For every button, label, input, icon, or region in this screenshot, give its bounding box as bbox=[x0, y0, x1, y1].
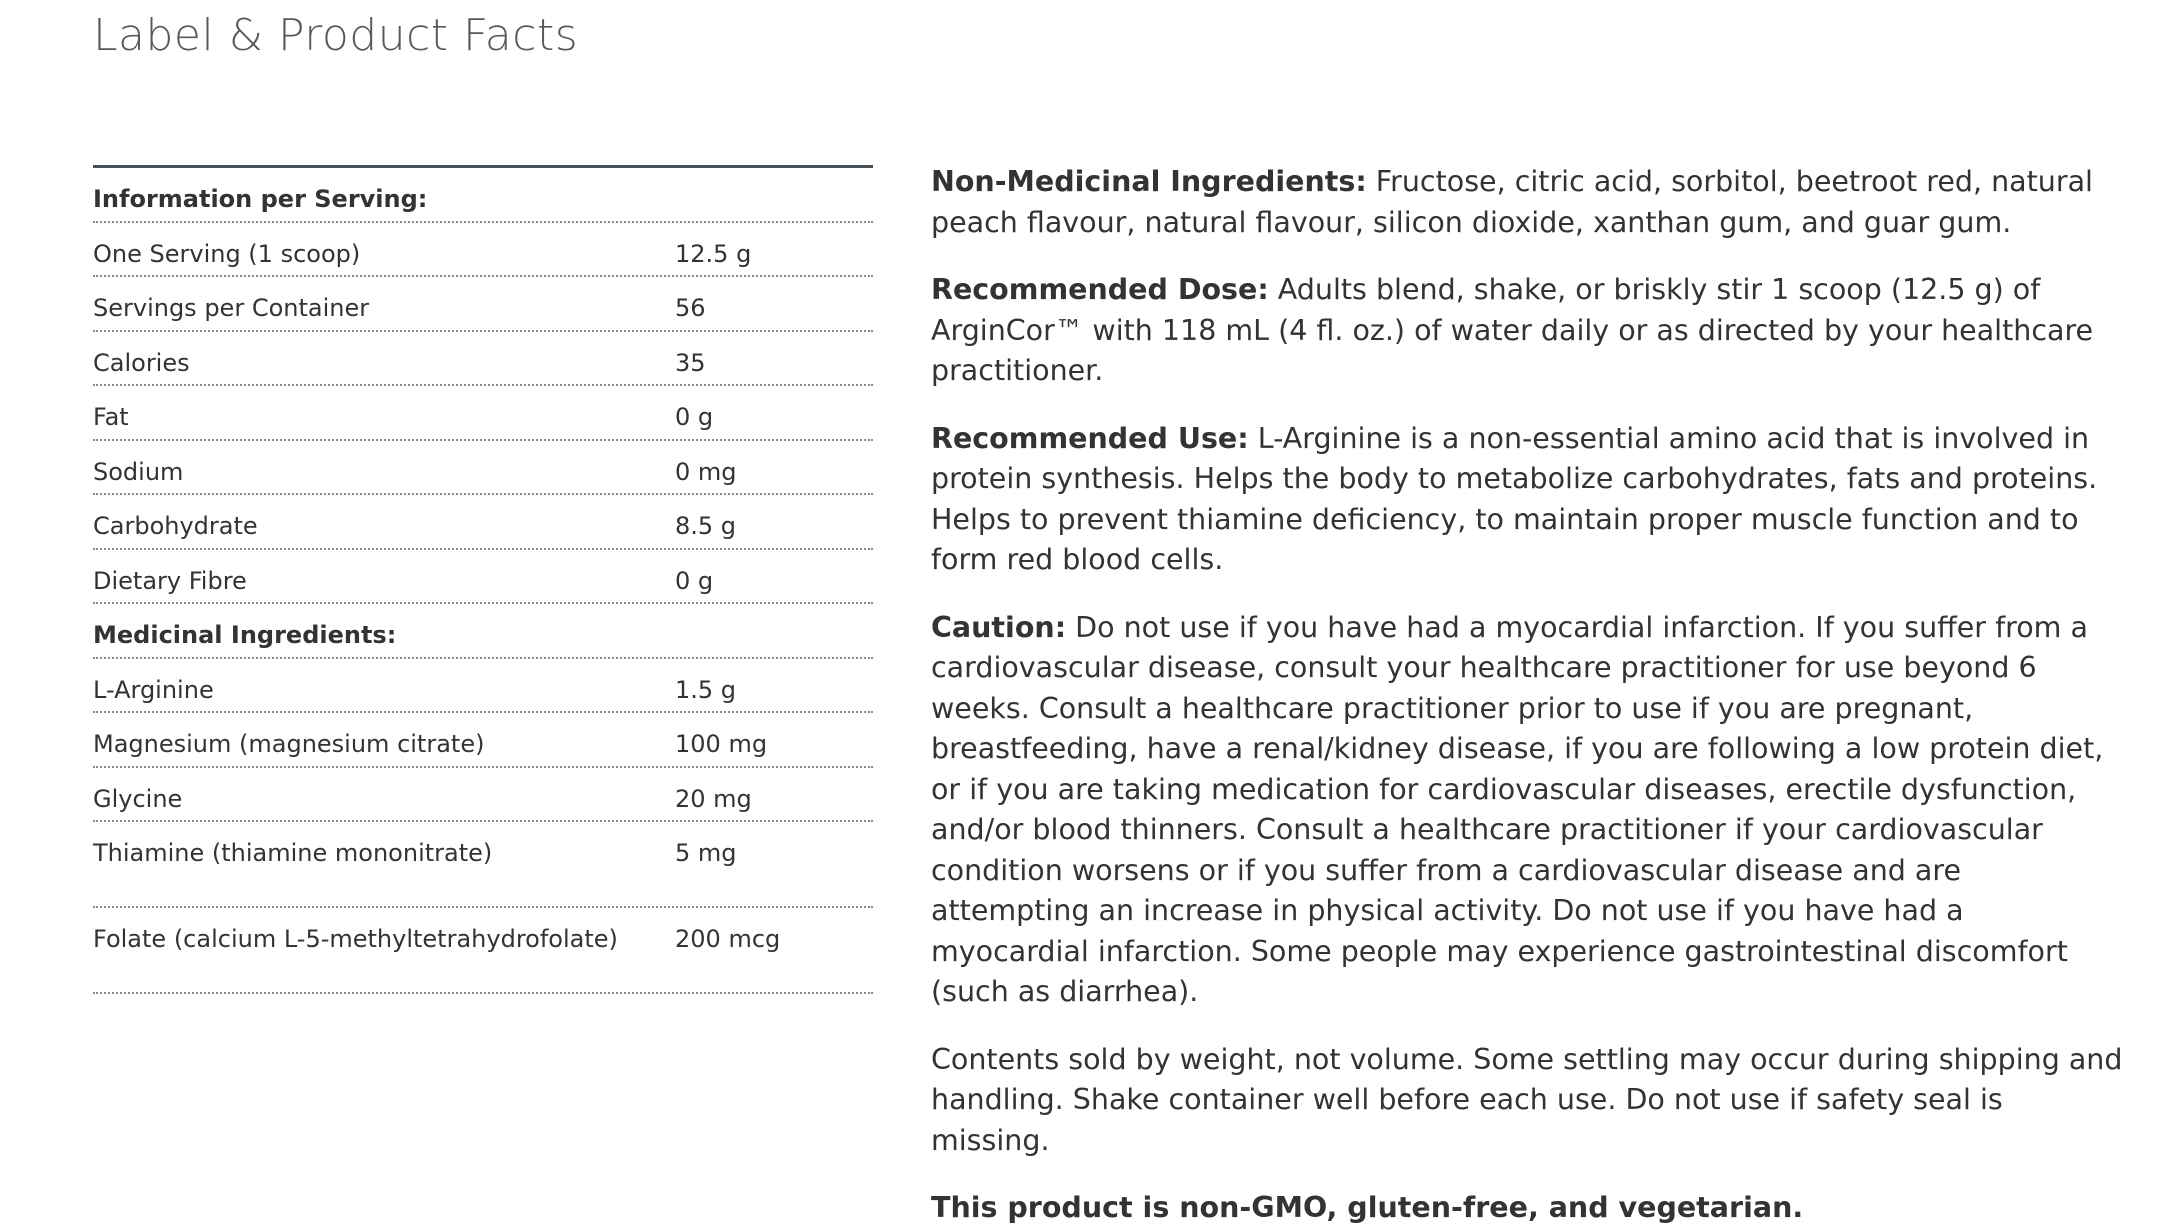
facts-value: 12.5 g bbox=[675, 239, 752, 268]
facts-value: 0 g bbox=[675, 403, 714, 431]
caution-heading: Caution: bbox=[931, 610, 1067, 644]
non-medicinal-ingredients bbox=[931, 162, 2126, 243]
facts-label: Information per Serving: bbox=[93, 185, 428, 213]
facts-value: 20 mg bbox=[675, 784, 752, 813]
facts-section-header bbox=[93, 604, 873, 659]
facts-row bbox=[93, 908, 873, 994]
facts-value: 1.5 g bbox=[675, 675, 737, 704]
caution-text: Do not use if you have had a myocardial infarction. If you suffer from a cardiovascular disease, consult your healthcare practitioner for use beyond 6 weeks. Consult a healthcare practitioner prior to use if you are pregnant, breastfeeding, have a renal/kidney disease, if you are following a low protein diet, or if you are taking medication for cardiovascular diseases, erectile dysfunction, and/or blood thinners. Consult a healthcare practitioner if your cardiovascular condition worsens or if you suffer from a cardiovascular disease and are attempting an increase in physical activity. Do not use if you have had a myocardial infarction. Some people may experience gastrointestinal discomfort (such as diarrhea). bbox=[931, 610, 2104, 1008]
facts-label: Calories bbox=[93, 348, 190, 377]
recommended-use-text: L-Arginine is a non-essential amino acid that is involved in protein synthesis. Helps the body to metabolize carbohydrates, fats and proteins. Helps to prevent thiamine deficiency, to maintain proper muscle function and to form red blood cells. bbox=[931, 421, 2098, 576]
facts-label: Servings per Container bbox=[93, 294, 370, 322]
facts-label: One Serving (1 scoop) bbox=[93, 239, 361, 268]
page-title: Label & Product Facts bbox=[93, 10, 579, 61]
facts-value: 56 bbox=[675, 294, 706, 322]
product-facts-table bbox=[93, 165, 873, 994]
recommended-dose-text: Adults blend, shake, or briskly stir 1 scoop (12.5 g) of ArginCor™ with 118 mL (4 fl. oz.) of water daily or as directed by your healthcare practitioner. bbox=[931, 273, 2094, 387]
facts-value: 0 g bbox=[675, 566, 714, 595]
facts-row bbox=[93, 495, 873, 550]
product-details bbox=[931, 162, 2126, 1229]
recommended-dose bbox=[931, 270, 2126, 392]
recommended-dose-heading: Recommended Dose: bbox=[931, 273, 1269, 306]
facts-row bbox=[93, 277, 873, 332]
facts-label: Magnesium (magnesium citrate) bbox=[93, 730, 485, 758]
facts-label: L-Arginine bbox=[93, 675, 214, 704]
facts-row bbox=[93, 332, 873, 387]
facts-row bbox=[93, 223, 873, 278]
facts-row bbox=[93, 659, 873, 714]
facts-row bbox=[93, 441, 873, 496]
facts-value: 8.5 g bbox=[675, 512, 737, 540]
recommended-use bbox=[931, 419, 2126, 581]
facts-label: Fat bbox=[93, 403, 129, 431]
facts-label: Carbohydrate bbox=[93, 512, 258, 540]
facts-row bbox=[93, 386, 873, 441]
facts-value: 100 mg bbox=[675, 730, 768, 758]
facts-value: 35 bbox=[675, 348, 706, 377]
facts-value: 0 mg bbox=[675, 457, 737, 486]
facts-label: Sodium bbox=[93, 457, 184, 486]
facts-row bbox=[93, 713, 873, 768]
facts-label: Medicinal Ingredients: bbox=[93, 621, 397, 649]
facts-section-header bbox=[93, 168, 873, 223]
facts-value: 5 mg bbox=[675, 839, 737, 867]
facts-label: Folate (calcium L-5-methyltetrahydrofolate) bbox=[93, 925, 618, 953]
facts-row bbox=[93, 550, 873, 605]
non-medicinal-ingredients-heading: Non-Medicinal Ingredients: bbox=[931, 165, 1367, 198]
facts-label: Glycine bbox=[93, 784, 183, 813]
certification-note: This product is non-GMO, gluten-free, and vegetarian. bbox=[931, 1191, 1804, 1224]
facts-value: 200 mcg bbox=[675, 925, 781, 953]
storage-note: Contents sold by weight, not volume. Some settling may occur during shipping and handling. Shake container well before each use. Do not use if safety seal is missing. bbox=[931, 1042, 2123, 1157]
non-medicinal-ingredients-text: Fructose, citric acid, sorbitol, beetroot red, natural peach flavour, natural flavour, silicon dioxide, xanthan gum, and guar gum. bbox=[931, 165, 2093, 239]
facts-row bbox=[93, 768, 873, 823]
recommended-use-heading: Recommended Use: bbox=[931, 421, 1249, 455]
facts-label: Thiamine (thiamine mononitrate) bbox=[93, 839, 493, 867]
facts-row bbox=[93, 822, 873, 908]
caution bbox=[931, 608, 2126, 1013]
facts-label: Dietary Fibre bbox=[93, 566, 247, 595]
